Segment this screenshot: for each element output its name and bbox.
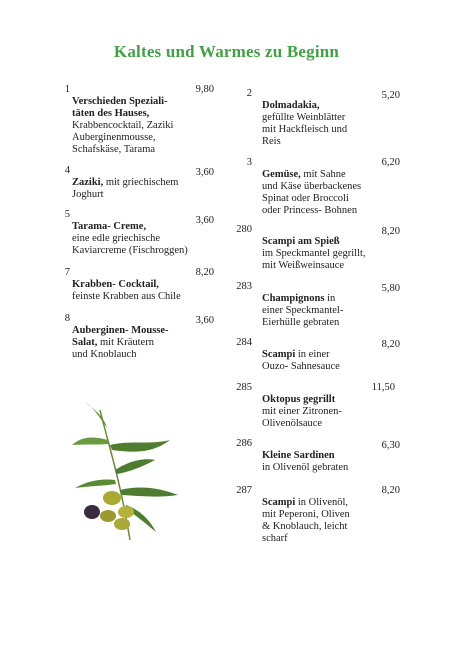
item-number: 284 xyxy=(236,337,252,348)
menu-item-7 xyxy=(46,267,226,302)
item-description: mit einer Zitronen- Olivenölsauce xyxy=(262,406,342,429)
item-name: Scampi xyxy=(262,349,296,360)
item-price: 8,20 xyxy=(381,485,400,496)
item-name: Kleine Sardinen xyxy=(262,450,335,461)
item-name: Scampi am Spieß xyxy=(262,236,340,247)
page-title: Kaltes und Warmes zu Beginn xyxy=(113,42,340,61)
item-description: in Olivenöl gebraten xyxy=(262,462,349,473)
item-name: Scampi xyxy=(262,497,296,508)
item-price: 8,20 xyxy=(195,267,214,278)
menu-item-5 xyxy=(46,209,226,256)
item-number: 4 xyxy=(64,165,70,176)
item-description: mit Sahne und Käse überbackenes Spinat oder Broccoli oder Princess- Bohnen xyxy=(262,169,362,216)
item-description: Krabbencocktail, Zaziki Auberginenmousse, Schafskäse, Tarama xyxy=(72,120,174,155)
menu-item-283 xyxy=(228,281,428,328)
menu-item-285 xyxy=(228,382,438,429)
item-price: 6,20 xyxy=(381,157,400,168)
menu-item-1 xyxy=(46,84,226,155)
menu-item-4 xyxy=(46,165,226,200)
item-number: 285 xyxy=(236,382,252,393)
menu-item-286 xyxy=(228,438,428,473)
item-description: mit Kräutern und Knoblauch xyxy=(72,337,154,360)
item-number: 1 xyxy=(64,84,70,95)
item-description: in einer Ouzo- Sahnesauce xyxy=(262,349,340,372)
item-description: gefüllte Weinblätter mit Hackfleisch und Reis xyxy=(262,112,348,147)
item-number: 280 xyxy=(236,224,252,235)
menu-item-287 xyxy=(228,485,428,544)
item-number: 5 xyxy=(64,209,70,220)
item-number: 7 xyxy=(64,267,70,278)
item-description: mit griechischem Joghurt xyxy=(72,177,179,200)
item-price: 5,20 xyxy=(381,90,400,101)
item-name: Krabben- Cocktail, xyxy=(72,279,159,290)
menu-item-3 xyxy=(228,157,428,216)
item-description: in Olivenöl, mit Peperoni, Oliven & Knoblauch, leicht scharf xyxy=(262,497,350,544)
menu-item-8 xyxy=(46,313,226,360)
item-number: 286 xyxy=(236,438,252,449)
item-name: Auberginen- Mousse- Salat, xyxy=(72,325,169,348)
item-number: 287 xyxy=(236,485,252,496)
item-number: 8 xyxy=(64,313,70,324)
item-name: Oktopus gegrillt xyxy=(262,394,336,405)
menu-item-280 xyxy=(228,224,428,271)
item-number: 283 xyxy=(236,281,252,292)
item-price: 8,20 xyxy=(381,339,400,350)
item-price: 3,60 xyxy=(195,315,214,326)
item-description: eine edle griechische Kaviarcreme (Fischroggen) xyxy=(72,233,188,256)
item-name: Zaziki, xyxy=(72,177,104,188)
menu-item-284 xyxy=(228,337,428,372)
item-name: Champignons xyxy=(262,293,325,304)
item-number: 3 xyxy=(246,157,252,168)
item-price: 3,60 xyxy=(195,167,214,178)
item-description: feinste Krabben aus Chile xyxy=(72,291,181,302)
item-price: 8,20 xyxy=(381,226,400,237)
item-price: 5,80 xyxy=(381,283,400,294)
item-price: 6,30 xyxy=(381,440,400,451)
menu-item-2 xyxy=(228,88,428,147)
item-name: Verschieden Speziali- täten des Hauses, xyxy=(72,96,168,119)
item-name: Dolmadakia, xyxy=(262,100,320,111)
item-number: 2 xyxy=(246,88,252,99)
item-name: Tarama- Creme, xyxy=(72,221,147,232)
item-price: 3,60 xyxy=(195,215,214,226)
item-price: 9,80 xyxy=(195,84,214,95)
item-price: 11,50 xyxy=(371,382,395,393)
olive-branch-icon xyxy=(60,400,190,550)
item-description: in einer Speckmantel- Eierhülle gebraten xyxy=(262,293,344,328)
item-description: im Speckmantel gegrillt, mit Weißweinsauce xyxy=(262,248,366,271)
item-name: Gemüse, xyxy=(262,169,301,180)
